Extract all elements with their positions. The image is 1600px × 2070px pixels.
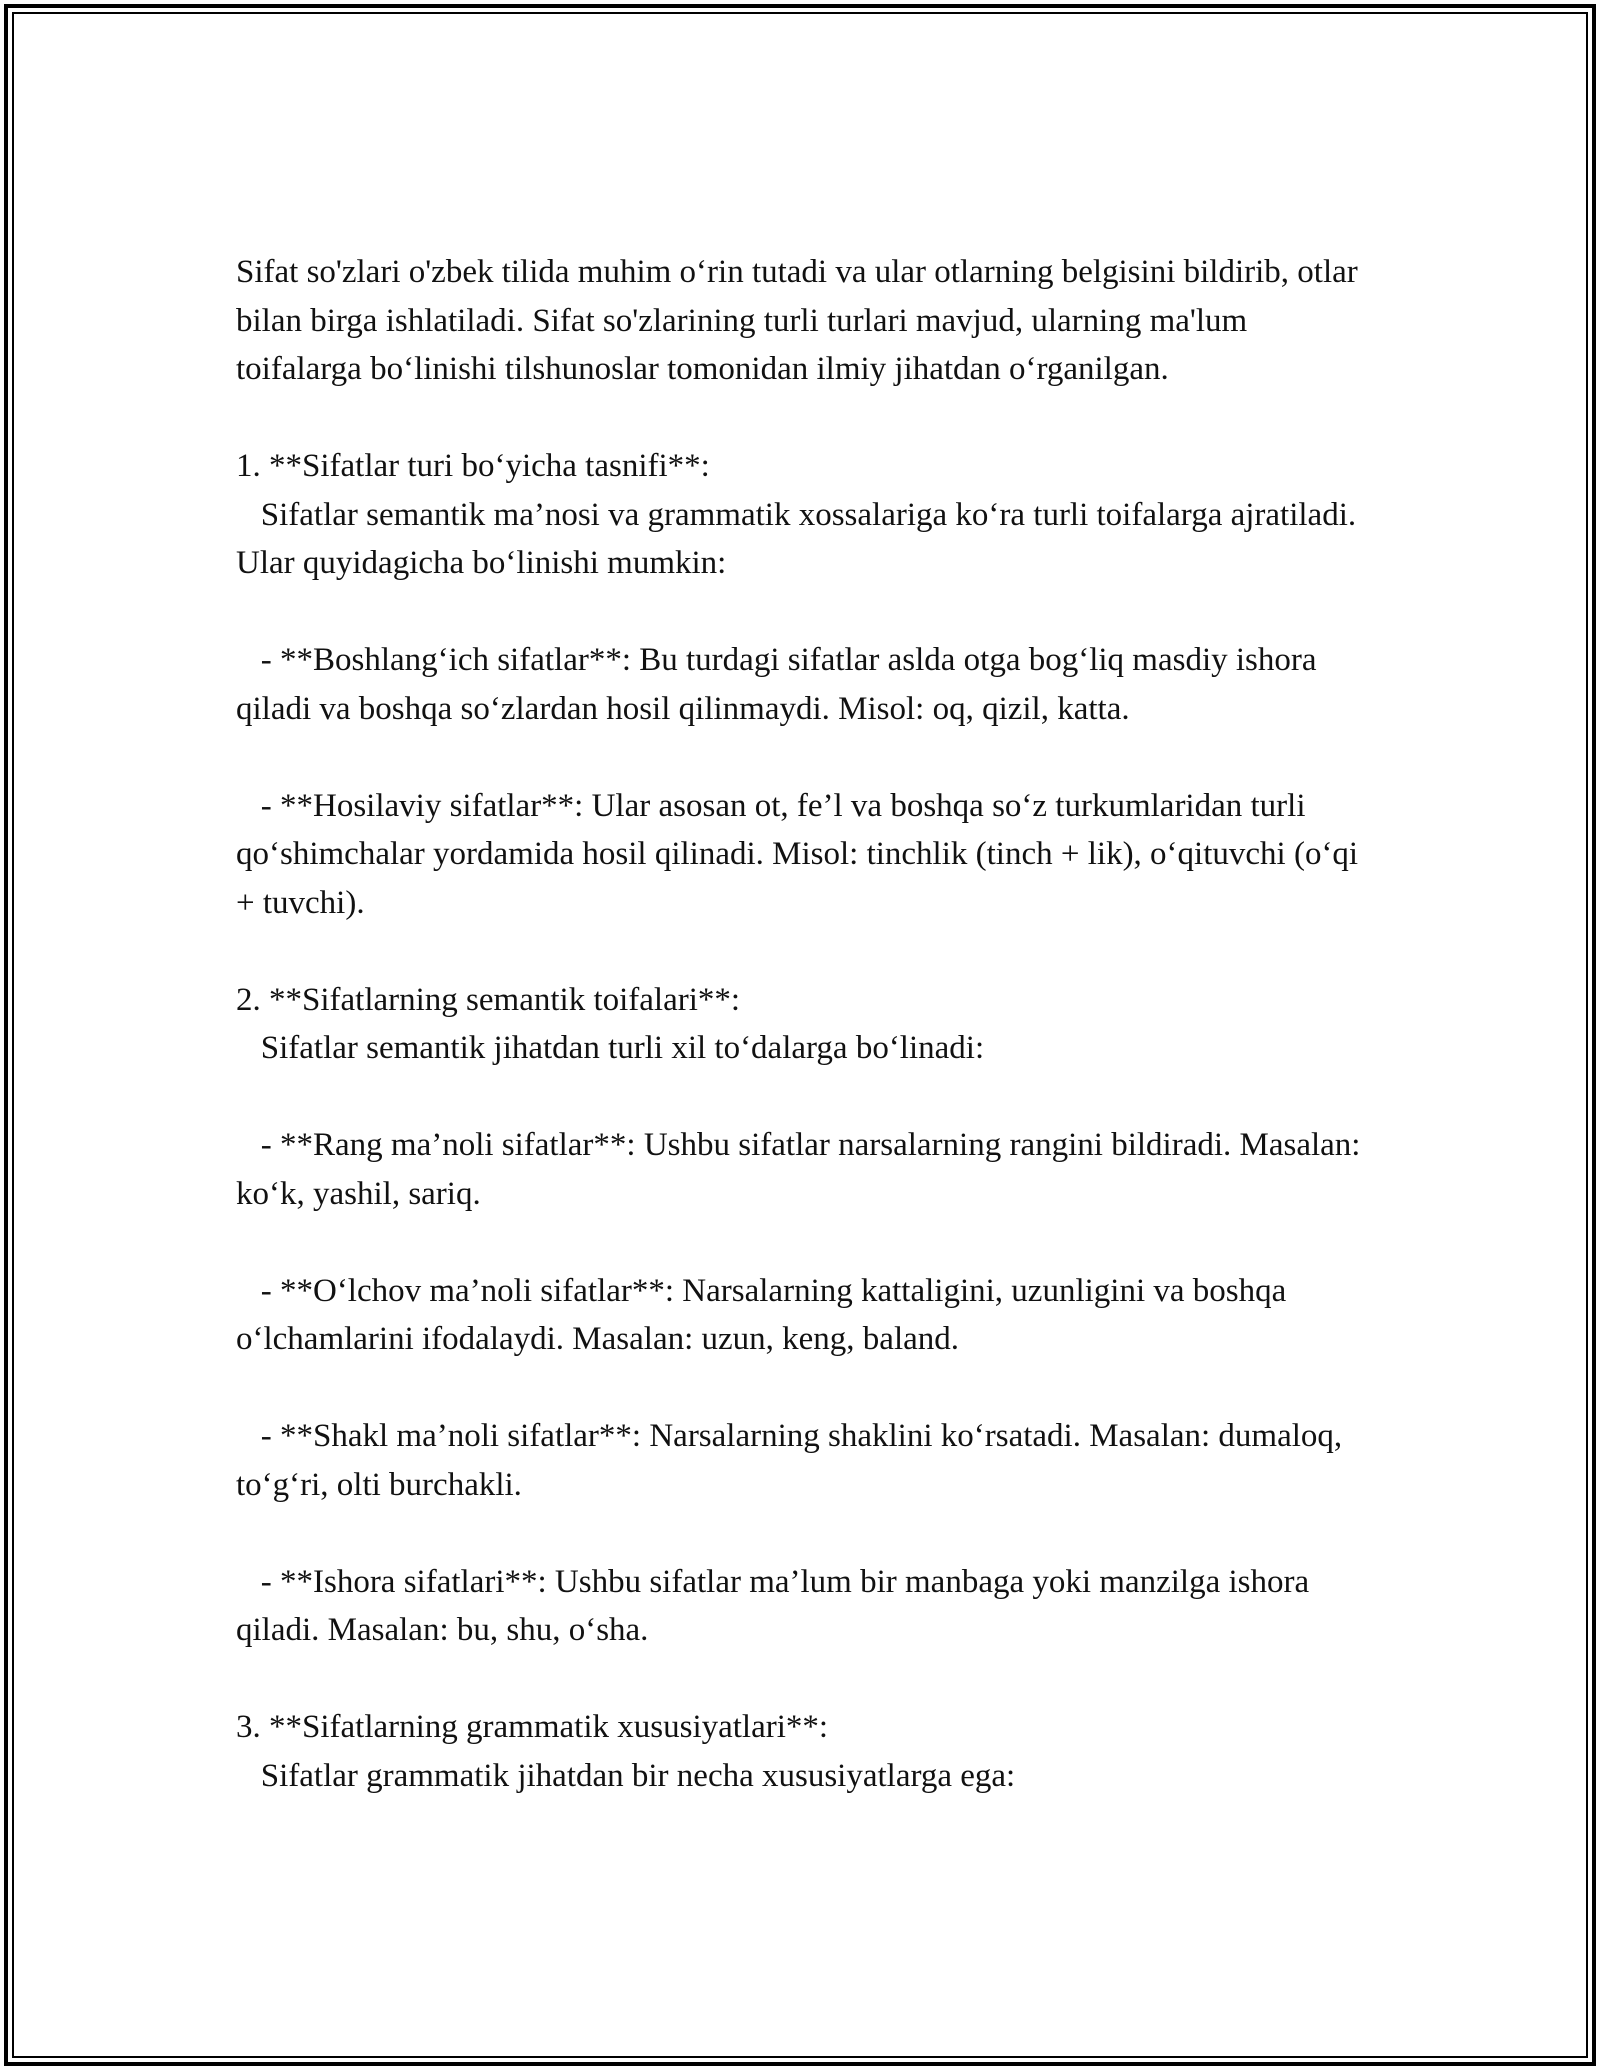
list-item-hosilaviy: - **Hosilaviy sifatlar**: Ular asosan ot, fe’l va boshqa so‘z turkumlaridan turli qo‘shimchalar yordamida hosil qilinadi. Misol: tinchlik (tinch + lik), o‘qituvchi (o‘qi + tuvchi). (236, 787, 1367, 921)
paragraph-spacer (236, 733, 1366, 782)
paragraph-spacer (236, 1509, 1366, 1558)
paragraph-intro: Sifat so'zlari o'zbek tilida muhim o‘rin tutadi va ular otlarning belgisini bildirib, otlar bilan birga ishlatiladi. Sifat so'zlarining turli turlari mavjud, ularning ma'lum toifalarga bo‘linishi tilshunoslar tomonidan ilmiy jihatdan o‘rganilgan. (236, 254, 1366, 387)
paragraph-spacer (236, 927, 1366, 976)
paragraph-spacer (236, 394, 1366, 443)
document-body (236, 248, 1369, 1800)
list-item-ishora: - **Ishora sifatlari**: Ushbu sifatlar ma’lum bir manbaga yoki manzilga ishora qiladi. Masalan: bu, shu, o‘sha. (236, 1563, 1318, 1648)
section-2-heading: 2. **Sifatlarning semantik toifalari**: Sifatlar semantik jihatdan turli xil to‘dalarga bo‘linadi: (236, 981, 985, 1066)
list-item-boshlangich: - **Boshlang‘ich sifatlar**: Bu turdagi sifatlar aslda otga bog‘liq masdiy ishora qiladi va boshqa so‘zlardan hosil qilinmaydi. Misol: oq, qizil, katta. (236, 642, 1325, 727)
list-item-rang: - **Rang ma’noli sifatlar**: Ushbu sifatlar narsalarning rangini bildiradi. Masalan: ko‘k, yashil, sariq. (236, 1127, 1369, 1212)
paragraph-spacer (236, 1655, 1366, 1704)
section-1-heading: 1. **Sifatlar turi bo‘yicha tasnifi**: Sifatlar semantik ma’nosi va grammatik xossalariga ko‘ra turli toifalarga ajratiladi. Ular quyidagicha bo‘linishi mumkin: (236, 448, 1357, 581)
list-item-olchov: - **O‘lchov ma’noli sifatlar**: Narsalarning kattaligini, uzunligini va boshqa o‘lchamlarini ifodalaydi. Masalan: uzun, keng, baland. (236, 1272, 1295, 1357)
list-item-shakl: - **Shakl ma’noli sifatlar**: Narsalarning shaklini ko‘rsatadi. Masalan: dumaloq, to‘g‘ri, olti burchakli. (236, 1418, 1351, 1503)
paragraph-spacer (236, 1218, 1366, 1267)
paragraph-spacer (236, 1364, 1366, 1413)
section-3-heading: 3. **Sifatlarning grammatik xususiyatlari**: Sifatlar grammatik jihatdan bir necha xususiyatlarga ega: (236, 1709, 1016, 1794)
paragraph-spacer (236, 1073, 1366, 1122)
paragraph-spacer (236, 588, 1366, 637)
